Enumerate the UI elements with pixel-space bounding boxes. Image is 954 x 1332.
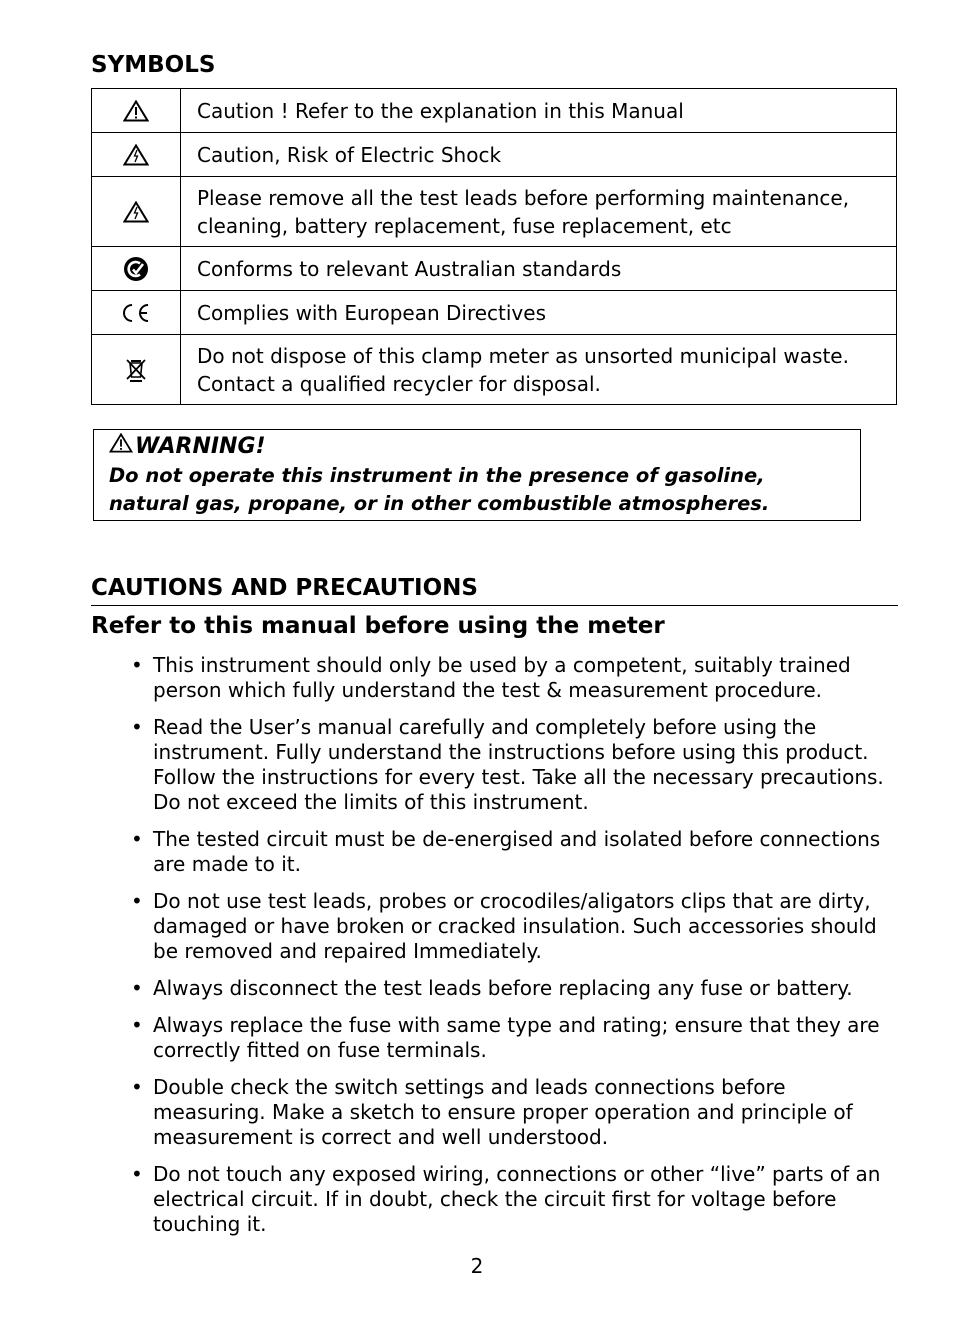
table-row bbox=[92, 247, 897, 291]
warning-title: WARNING! bbox=[135, 434, 266, 459]
symbol-description: Do not dispose of this clamp meter as unsorted municipal waste. Contact a qualified recycler for disposal. bbox=[181, 335, 897, 405]
symbol-description: Conforms to relevant Australian standards bbox=[181, 247, 897, 291]
table-row bbox=[92, 89, 897, 133]
page-number: 2 bbox=[470, 1254, 484, 1278]
list-item: • Do not touch any exposed wiring, connections or other “live” parts of an electrical circuit. If in doubt, check the circuit first for voltage before touching it. bbox=[131, 1162, 881, 1236]
list-item: • Always replace the fuse with same type and rating; ensure that they are correctly fitted on fuse terminals. bbox=[131, 1013, 880, 1062]
list-item: • Read the User’s manual carefully and completely before using the instrument. Fully understand the instructions before using this product. Follow the instructions for every test. Take all the necessary precautions. Do not exceed the limits of this instrument. bbox=[131, 715, 884, 814]
bullet: • bbox=[131, 1075, 143, 1099]
bullet: • bbox=[131, 715, 143, 739]
table-row bbox=[92, 177, 897, 247]
ce-mark-icon bbox=[92, 302, 180, 324]
symbols-table bbox=[91, 88, 897, 405]
bullet: • bbox=[131, 653, 143, 677]
symbol-description: Please remove all the test leads before performing maintenance, cleaning, battery replacement, fuse replacement, etc bbox=[181, 177, 897, 247]
table-row bbox=[92, 133, 897, 177]
cautions-subheading: Refer to this manual before using the meter bbox=[91, 613, 665, 639]
bullet: • bbox=[131, 827, 143, 851]
bullet: • bbox=[131, 1162, 143, 1186]
table-row bbox=[92, 291, 897, 335]
cautions-heading: CAUTIONS AND PRECAUTIONS bbox=[91, 575, 898, 606]
weee-bin-icon bbox=[92, 357, 180, 383]
warning-triangle-icon bbox=[109, 432, 135, 462]
bullet: • bbox=[131, 1013, 143, 1037]
symbol-description: Caution, Risk of Electric Shock bbox=[181, 133, 897, 177]
caution-triangle-icon bbox=[92, 100, 180, 122]
symbols-heading: SYMBOLS bbox=[91, 52, 216, 78]
warning-box bbox=[93, 429, 861, 521]
list-item: • This instrument should only be used by a competent, suitably trained person which fully understand the test & measurement procedure. bbox=[131, 653, 851, 702]
symbol-description: Caution ! Refer to the explanation in this Manual bbox=[181, 89, 897, 133]
c-tick-icon bbox=[92, 256, 180, 282]
cautions-list bbox=[131, 653, 891, 1249]
electric-shock-icon bbox=[92, 144, 180, 166]
table-row bbox=[92, 335, 897, 405]
list-item: • Always disconnect the test leads before replacing any fuse or battery. bbox=[131, 976, 853, 1000]
symbol-description: Complies with European Directives bbox=[181, 291, 897, 335]
list-item: • Double check the switch settings and leads connections before measuring. Make a sketch to ensure proper operation and principle of measurement is correct and well understood. bbox=[131, 1075, 853, 1149]
warning-text: Do not operate this instrument in the presence of gasoline, natural gas, propane, or in other combustible atmospheres. bbox=[109, 464, 770, 515]
electric-shock-icon bbox=[92, 201, 180, 223]
bullet: • bbox=[131, 976, 143, 1000]
list-item: • Do not use test leads, probes or crocodiles/aligators clips that are dirty, damaged or have broken or cracked insulation. Such accessories should be removed and repaired Immediately. bbox=[131, 889, 877, 963]
bullet: • bbox=[131, 889, 143, 913]
list-item: • The tested circuit must be de-energised and isolated before connections are made to it. bbox=[131, 827, 881, 876]
